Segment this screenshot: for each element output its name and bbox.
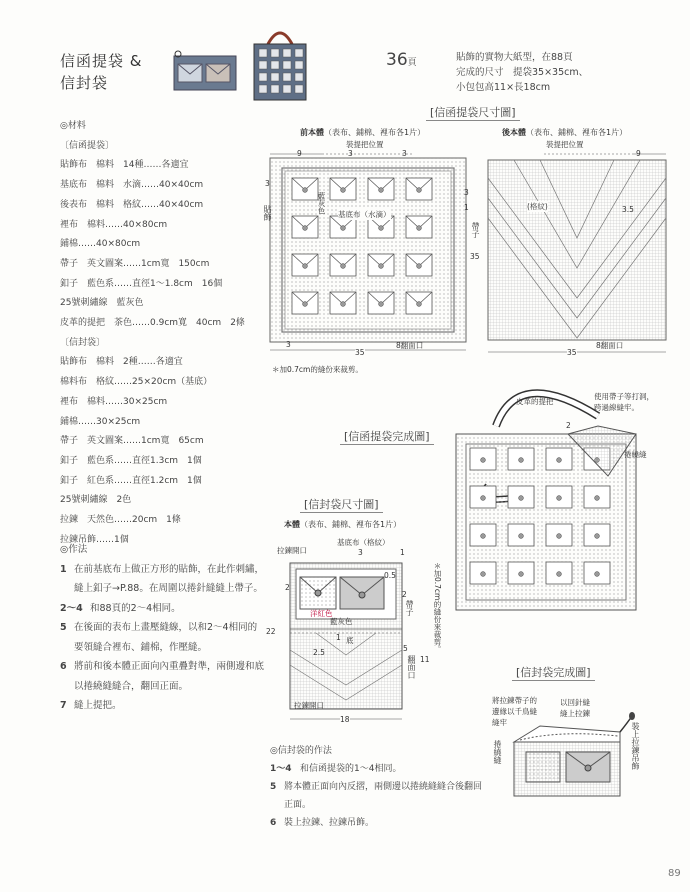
step-text: 將前和後本體正面向內重疊對準，兩側邊和底以捲繞縫縫合，翻回正面。 bbox=[74, 661, 265, 692]
env-ribbon-label: 帶子 bbox=[405, 600, 414, 616]
material-item: 鋪棉……40×80cm bbox=[60, 239, 141, 250]
env-dim-18: 18 bbox=[340, 715, 350, 724]
method-step bbox=[60, 696, 280, 716]
material-item: 皮革的提把 茶色……0.9cm寬 40cm 2條 bbox=[60, 318, 245, 329]
materials-heading: ◎材料 bbox=[60, 121, 86, 131]
front-dim-3: 3 bbox=[348, 149, 353, 158]
materials-list bbox=[60, 117, 245, 550]
env-dim-1b: 1 bbox=[336, 633, 341, 642]
material-item: 裡布 棉料……30×25cm bbox=[60, 396, 168, 407]
step-number: 1 bbox=[60, 563, 67, 575]
front-ribbon-label: 帶子 bbox=[471, 222, 480, 238]
method-step bbox=[60, 599, 280, 619]
front-base-label: 基底布（水滴） bbox=[338, 210, 391, 219]
material-item: 基底布 棉料 水滴……40×40cm bbox=[60, 180, 204, 191]
method-step bbox=[60, 560, 280, 599]
env-dim-11: 11 bbox=[420, 655, 430, 664]
step-number: 6 bbox=[270, 818, 277, 828]
front-diagram-title bbox=[300, 127, 425, 138]
env-seam-note: ＊加0.7cm的縫份來裁剪。 bbox=[433, 562, 442, 653]
zip-note-line: 將拉鍊帶子的 bbox=[492, 696, 537, 705]
leather-handle-label: 皮革的提把 bbox=[516, 397, 554, 406]
env-turn-label: 翻面口 bbox=[407, 655, 416, 679]
info-line: 完成的尺寸 提袋35×35cm、 bbox=[456, 67, 589, 78]
zip-note-line: 縫牢 bbox=[492, 718, 507, 727]
env-dim-2-right: 2 bbox=[402, 590, 407, 599]
method-section bbox=[60, 540, 280, 716]
page-number: 89 bbox=[668, 868, 681, 879]
method-heading: ◎作法 bbox=[60, 544, 88, 555]
materials-group-title: 〔信封袋〕 bbox=[60, 337, 106, 348]
step-number: 6 bbox=[60, 661, 67, 672]
back-dim-9: 9 bbox=[636, 149, 641, 158]
page-title bbox=[60, 50, 142, 94]
front-dim-3-bottom: 3 bbox=[286, 340, 291, 349]
env-bottom-label: 底 bbox=[346, 636, 354, 645]
info-line: 貼飾的實物大紙型，在88頁 bbox=[456, 52, 573, 63]
material-item: 拉鍊 天然色……20cm 1條 bbox=[60, 515, 181, 526]
material-item: 釦子 紅色系……直徑1.2cm 1個 bbox=[60, 475, 202, 486]
back-title-bold: 後本體 bbox=[502, 128, 526, 137]
step-number: 2～4 bbox=[60, 602, 83, 614]
material-item: 拉鍊吊飾……1個 bbox=[60, 534, 129, 545]
page-ref-suffix: 頁 bbox=[407, 58, 417, 68]
env-method-step bbox=[270, 778, 500, 814]
step-text: 和88頁的2～4相同。 bbox=[90, 602, 181, 614]
envelope-diagram-title bbox=[284, 519, 401, 530]
front-handle-position: 裝提把位置 bbox=[346, 140, 384, 149]
bag-complete-heading: [信函提袋完成圖] bbox=[340, 428, 434, 445]
front-dim-3-left: 3 bbox=[265, 179, 270, 188]
material-item: 帶子 英文圖案……1cm寬 150cm bbox=[60, 258, 210, 269]
front-bluegray-label: 藍灰色 bbox=[317, 192, 326, 215]
back-width-35: 35 bbox=[567, 348, 577, 357]
bag-dim-2: 2 bbox=[566, 421, 571, 430]
material-item: 後表布 棉料 格紋……40×40cm bbox=[60, 199, 204, 210]
step-text: 在前基底布上做正方形的貼飾，在此作刺繡，縫上釦子→P.88。在周圍以捲針縫縫上帶子。 bbox=[74, 563, 265, 594]
page-ref-number: 36 bbox=[386, 50, 408, 70]
env-dim-1: 1 bbox=[400, 548, 405, 557]
material-item: 貼飾布 棉料 2種……各適宜 bbox=[60, 357, 183, 368]
back-fold-opening: 8翻面口 bbox=[596, 341, 624, 350]
backstitch-line: 以回針縫 bbox=[560, 698, 590, 707]
step-text: 和信函提袋的1～4相同。 bbox=[300, 764, 402, 774]
back-diagram-title bbox=[502, 127, 627, 138]
back-plaid-label: (格紋) bbox=[527, 202, 548, 211]
header-info bbox=[456, 50, 588, 95]
env-title-bold: 本體 bbox=[284, 520, 300, 529]
step-number: 5 bbox=[270, 782, 277, 792]
env-dim-0-5: 0.5 bbox=[384, 571, 396, 580]
envelope-complete-heading: [信封袋完成圖] bbox=[512, 664, 595, 681]
env-whip-label: 捲繞縫 bbox=[493, 740, 502, 764]
env-dim-5: 5 bbox=[403, 644, 408, 653]
title-line2: 信封袋 bbox=[60, 74, 109, 92]
front-title-rest: （表布、鋪棉、裡布各1片） bbox=[324, 128, 426, 137]
front-dim-3-right: 3 bbox=[464, 188, 469, 197]
ribbon-note bbox=[594, 391, 654, 413]
front-width-35: 35 bbox=[355, 348, 365, 357]
env-base-label: 基底布（格紋） bbox=[337, 538, 390, 547]
env-method-step bbox=[270, 814, 500, 832]
front-body-diagram bbox=[262, 148, 482, 364]
front-dim-1: 1 bbox=[464, 203, 469, 212]
step-number: 7 bbox=[60, 700, 67, 711]
envelope-complete-illustration bbox=[500, 712, 640, 802]
page-reference bbox=[386, 50, 417, 70]
method-step bbox=[60, 618, 280, 657]
step-number: 1～4 bbox=[270, 764, 292, 774]
info-line: 小包包高11×長18cm bbox=[456, 82, 551, 93]
material-item: 裡布 棉料……40×80cm bbox=[60, 219, 168, 230]
env-dim-22: 22 bbox=[266, 627, 276, 636]
env-dim-3: 3 bbox=[358, 548, 363, 557]
env-bluegray-label: 藍灰色 bbox=[330, 617, 353, 626]
envelope-method bbox=[270, 742, 500, 832]
bag-whip-stitch-label: 捲繞縫 bbox=[624, 450, 647, 459]
ribbon-note-line: 跨過線縫牢。 bbox=[594, 403, 639, 412]
bag-dimension-heading: [信函提袋尺寸圖] bbox=[426, 104, 520, 121]
env-method-heading: ◎信封袋的作法 bbox=[270, 746, 332, 756]
material-item: 25號刺繡線 藍灰色 bbox=[60, 298, 144, 309]
zip-charm-label: 裝上拉鍊吊飾 bbox=[631, 722, 640, 770]
zip-note-line: 邊緣以千鳥縫 bbox=[492, 707, 537, 716]
step-number: 5 bbox=[60, 622, 67, 633]
material-item: 釦子 藍色系……直徑1.3cm 1個 bbox=[60, 455, 202, 466]
env-dim-2-5: 2.5 bbox=[313, 648, 325, 657]
envelope-pouch-photo bbox=[170, 46, 240, 94]
ribbon-note-line: 使用帶子等打洞， bbox=[594, 392, 654, 401]
material-item: 釦子 藍色系……直徑1～1.8cm 16個 bbox=[60, 278, 223, 289]
backstitch-line: 縫上拉鍊 bbox=[560, 709, 590, 718]
front-title-bold: 前本體 bbox=[300, 128, 324, 137]
env-title-rest: （表布、鋪棉、裡布各1片） bbox=[300, 520, 402, 529]
back-handle-position: 裝提把位置 bbox=[546, 140, 584, 149]
front-applique-label: 貼飾 bbox=[263, 205, 272, 221]
env-method-step bbox=[270, 760, 500, 778]
back-title-rest: （表布、鋪棉、裡布各1片） bbox=[526, 128, 628, 137]
method-step bbox=[60, 657, 280, 696]
material-item: 貼飾布 棉料 14種……各適宜 bbox=[60, 160, 189, 171]
back-dim-3-5: 3.5 bbox=[622, 205, 634, 214]
material-item: 棉料布 格紋……25×20cm（基底） bbox=[60, 377, 213, 388]
tote-bag-photo bbox=[250, 24, 310, 104]
material-item: 25號刺繡線 2色 bbox=[60, 495, 132, 506]
back-body-diagram bbox=[484, 148, 674, 358]
env-red-label: 洋紅色 bbox=[310, 609, 333, 618]
step-text: 將本體正面向內反摺，兩側邊以捲繞縫縫合後翻回正面。 bbox=[284, 782, 483, 810]
env-zip-open-top: 拉鍊開口 bbox=[277, 546, 307, 555]
material-item: 鋪棉……30×25cm bbox=[60, 416, 141, 427]
step-text: 裝上拉鍊、拉鍊吊飾。 bbox=[284, 818, 375, 828]
front-dim-9: 9 bbox=[297, 149, 302, 158]
materials-group-title: 〔信函提袋〕 bbox=[60, 140, 115, 151]
envelope-dimension-heading: [信封袋尺寸圖] bbox=[300, 496, 383, 513]
step-text: 在後面的表布上畫壓縫線，以和2～4相同的要領縫合裡布、鋪棉，作壓縫。 bbox=[74, 622, 258, 653]
material-item: 帶子 英文圖案……1cm寬 65cm bbox=[60, 436, 204, 447]
step-text: 縫上提把。 bbox=[74, 700, 122, 711]
back-height-35: 35 bbox=[470, 252, 480, 261]
env-zip-open-bottom: 拉鍊開口 bbox=[294, 701, 324, 710]
title-line1: 信函提袋 & bbox=[60, 52, 143, 70]
front-seam-note: ＊加0.7cm的縫份來裁剪。 bbox=[272, 365, 363, 374]
front-dim-3: 3 bbox=[402, 149, 407, 158]
env-dim-2-left: 2 bbox=[285, 583, 290, 592]
front-fold-opening: 8翻面口 bbox=[396, 341, 424, 350]
